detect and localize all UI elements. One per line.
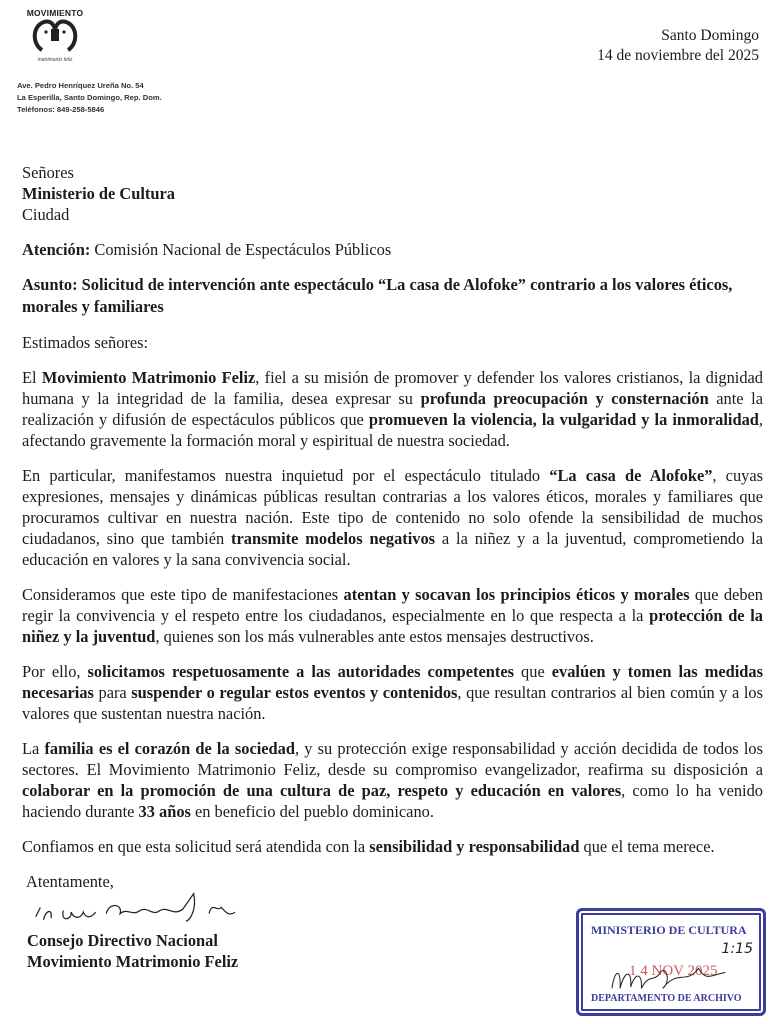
address-line: Ave. Pedro Henríquez Ureña No. 54 — [17, 81, 144, 90]
emphasized-text: familia es el corazón de la sociedad — [44, 739, 295, 758]
paragraph — [22, 661, 763, 724]
paragraph-text: ante la realización y difusión de espectáculos públicos que — [22, 389, 764, 429]
greeting: Estimados señores: — [22, 333, 149, 352]
paragraph — [22, 584, 763, 647]
subject-text: Solicitud de intervención ante espectáculo “La casa de Alofoke” contrario a los valores éticos, morales y familiares — [22, 275, 733, 316]
logo-subtitle: matrimonio feliz — [37, 57, 73, 63]
attention-text: Comisión Nacional de Espectáculos Públicos — [90, 240, 392, 259]
handwritten-signature — [0, 886, 280, 932]
paragraph-text: , como lo ha venido haciendo durante — [22, 781, 764, 821]
subject-line — [22, 274, 763, 318]
paragraph-text: Consideramos que este tipo de manifestaciones — [22, 585, 344, 604]
paragraph-text: La — [22, 739, 45, 758]
reception-stamp — [576, 908, 766, 1016]
attention-line — [22, 239, 763, 260]
closing: Atentamente, — [26, 872, 114, 891]
emphasized-text: “La casa de Alofoke” — [549, 466, 713, 485]
recipient — [22, 162, 763, 225]
paragraph-text: Por ello, — [22, 662, 88, 681]
paragraph-text: , y su protección exige responsabilidad y acción decidida de todos los sectores. El Movimiento Matrimonio Feliz, desde su compromiso evangelizador, reafirma su disposición a — [22, 739, 763, 779]
paragraph-text: Confiamos en que esta solicitud será atendida con la — [22, 837, 370, 856]
stamp-title: MINISTERIO DE CULTURA — [591, 923, 747, 937]
paragraph-text: El — [22, 368, 42, 387]
stamp-time: 1:15 — [721, 941, 753, 957]
emphasized-text: Movimiento Matrimonio Feliz — [41, 368, 256, 387]
stamp-department: DEPARTAMENTO DE ARCHIVO — [591, 993, 742, 1004]
paragraph-text: que el tema merece. — [579, 837, 715, 856]
paragraph-text: que deben regir la convivencia y el respeto entre los ciudadanos, especialmente en lo que respecta a la — [22, 585, 764, 625]
paragraph-text: , fiel a su misión de promover y defender los valores cristianos, la dignidad humana y la integridad de la familia, desea expresar su — [22, 368, 763, 408]
address-line: La Esperilla, Santo Domingo, Rep. Dom. — [17, 93, 162, 102]
letter-body — [22, 162, 763, 972]
place-date — [597, 26, 759, 66]
paragraph-text: , afectando gravemente la formación moral y espiritual de nuestra sociedad. — [22, 410, 764, 450]
emphasized-text: 33 años — [138, 802, 191, 821]
paragraph-text: a la niñez y a la juventud, comprometiendo la educación en valores y la sana convivencia social. — [22, 529, 764, 569]
emphasized-text: sensibilidad y responsabilidad — [369, 837, 580, 856]
date: 14 de noviembre del 2025 — [597, 47, 759, 64]
paragraph-text: en beneficio del pueblo dominicano. — [190, 802, 434, 821]
paragraph — [22, 367, 763, 451]
emphasized-text: evalúen y tomen las medidas necesarias — [22, 662, 763, 702]
paragraph-text: , que resultan contrarios al bien común y a los valores que sustentan nuestra nación. — [22, 683, 763, 723]
recipient-name: Ministerio de Cultura — [22, 184, 175, 203]
attention-label: Atención: — [22, 240, 91, 259]
emphasized-text: profunda preocupación y consternación — [420, 389, 709, 408]
paragraph-text: , cuyas expresiones, mensajes y dinámicas públicas resultan contrarias a los valores éticos, morales y familiares que procuramos cultivar en nuestra nación. Este tipo de contenido no solo ofende la sensibilidad de muchos ciudadanos, sino que también — [22, 466, 763, 548]
emphasized-text: colaborar en la promoción de una cultura de paz, respeto y educación en valores — [22, 781, 622, 800]
recipient-city: Ciudad — [22, 205, 70, 224]
signatory-organization: Movimiento Matrimonio Feliz — [27, 952, 239, 971]
city: Santo Domingo — [661, 27, 759, 44]
paragraph-text: para — [93, 683, 132, 702]
logo-word: MOVIMIENTO — [26, 8, 84, 18]
emphasized-text: promueven la violencia, la vulgaridad y la inmoralidad — [368, 410, 759, 429]
stamp-date: 1 4 NOV 2025 — [629, 963, 718, 979]
paragraph-text: En particular, manifestamos nuestra inquietud por el espectáculo titulado — [22, 466, 550, 485]
paragraph-text: que — [514, 662, 552, 681]
recipient-salutation: Señores — [22, 163, 74, 182]
emphasized-text: solicitamos respetuosamente a las autoridades competentes — [87, 662, 514, 681]
signatory-title: Consejo Directivo Nacional — [27, 931, 218, 950]
letterhead-address — [17, 80, 162, 116]
paragraph — [22, 738, 763, 822]
paragraph — [22, 836, 763, 857]
emphasized-text: protección de la niñez y la juventud — [22, 606, 763, 646]
phone-line: Teléfonos: 849-258-5846 — [17, 105, 105, 114]
subject-label: Asunto: — [22, 275, 78, 294]
paragraph — [22, 465, 763, 570]
organization-logo — [24, 8, 86, 63]
emphasized-text: atentan y socavan los principios éticos y morales — [343, 585, 690, 604]
logo-emblem-icon — [30, 18, 80, 52]
emphasized-text: transmite modelos negativos — [231, 529, 436, 548]
paragraph-text: , quienes son los más vulnerables ante estos mensajes destructivos. — [155, 627, 594, 646]
emphasized-text: suspender o regular estos eventos y contenidos — [131, 683, 458, 702]
stamp-signature — [587, 955, 757, 995]
